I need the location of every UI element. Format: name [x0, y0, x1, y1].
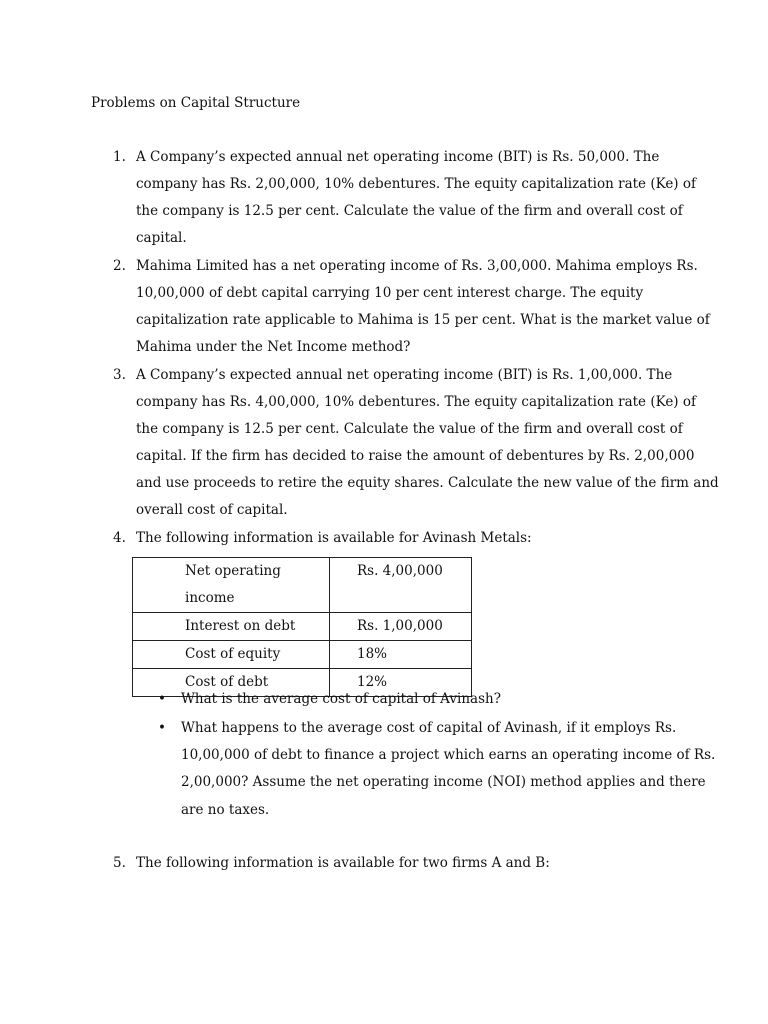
- problem-1-line: company has Rs. 2,00,000, 10% debentures. The equity capitalization rate (Ke) of: [136, 176, 696, 192]
- table-cell-value: Rs. 4,00,000: [330, 558, 472, 613]
- problem-2-line: capitalization rate applicable to Mahima is 15 per cent. What is the market value of: [136, 312, 710, 328]
- problem-2-line: Mahima Limited has a net operating income of Rs. 3,00,000. Mahima employs Rs.: [136, 258, 698, 274]
- cell-label-line: Net operating: [185, 563, 281, 579]
- cell-label-line: income: [185, 590, 235, 606]
- bullet-2-line: What happens to the average cost of capital of Avinash, if it employs Rs.: [181, 720, 677, 736]
- table-cell-value: 12%: [330, 669, 472, 697]
- problem-3-line: company has Rs. 4,00,000, 10% debentures. The equity capitalization rate (Ke) of: [136, 394, 696, 410]
- problem-1-number: 1.: [113, 149, 126, 165]
- problem-3-number: 3.: [113, 367, 126, 383]
- problem-3-line: overall cost of capital.: [136, 502, 288, 518]
- avinash-metals-table: [132, 557, 472, 697]
- bullet-2-line: 10,00,000 of debt to finance a project which earns an operating income of Rs.: [181, 747, 716, 763]
- problem-2-line: Mahima under the Net Income method?: [136, 339, 411, 355]
- table-cell-label: Interest on debt: [133, 613, 330, 641]
- table-cell-label: Cost of debt: [133, 669, 330, 697]
- table-row: [133, 641, 472, 669]
- page-title: Problems on Capital Structure: [91, 95, 301, 111]
- bullet-icon: •: [158, 720, 166, 736]
- problem-3-line: the company is 12.5 per cent. Calculate the value of the firm and overall cost of: [136, 421, 683, 437]
- table-cell-value: 18%: [330, 641, 472, 669]
- table-row: [133, 613, 472, 641]
- bullet-2-line: are no taxes.: [181, 802, 270, 818]
- bullet-icon: •: [158, 691, 166, 707]
- problem-3-line: capital. If the firm has decided to raise the amount of debentures by Rs. 2,00,000: [136, 448, 695, 464]
- problem-3-line: A Company’s expected annual net operating income (BIT) is Rs. 1,00,000. The: [136, 367, 673, 383]
- table-cell-label: [133, 558, 330, 613]
- problem-5-line: The following information is available for two firms A and B:: [136, 855, 550, 871]
- problem-5-number: 5.: [113, 855, 126, 871]
- table-cell-value: Rs. 1,00,000: [330, 613, 472, 641]
- problem-1-line: the company is 12.5 per cent. Calculate the value of the firm and overall cost of: [136, 203, 683, 219]
- table-row: [133, 558, 472, 613]
- problem-4-line: The following information is available for Avinash Metals:: [136, 530, 532, 546]
- problem-1-line: capital.: [136, 230, 187, 246]
- problem-3-line: and use proceeds to retire the equity shares. Calculate the new value of the firm and: [136, 475, 719, 491]
- problem-4-number: 4.: [113, 530, 126, 546]
- bullet-2-line: 2,00,000? Assume the net operating income (NOI) method applies and there: [181, 774, 706, 790]
- table-cell-label: Cost of equity: [133, 641, 330, 669]
- bullet-1-line: What is the average cost of capital of Avinash?: [181, 691, 501, 707]
- problem-2-number: 2.: [113, 258, 126, 274]
- problem-1-line: A Company’s expected annual net operating income (BIT) is Rs. 50,000. The: [136, 149, 660, 165]
- problem-2-line: 10,00,000 of debt capital carrying 10 per cent interest charge. The equity: [136, 285, 644, 301]
